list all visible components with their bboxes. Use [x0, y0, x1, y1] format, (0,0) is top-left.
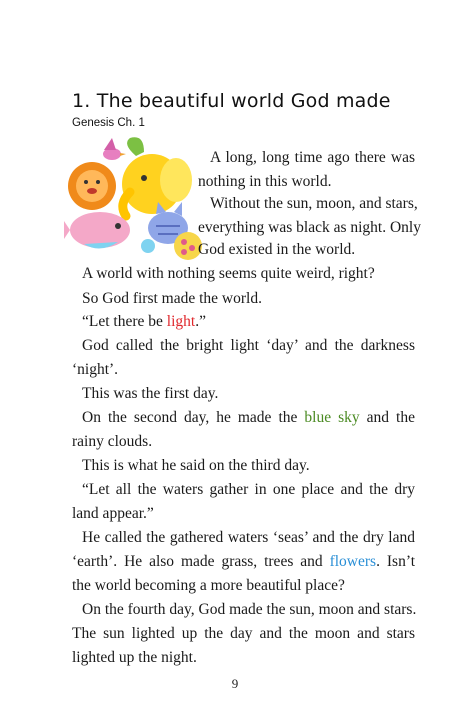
highlighted-word: light — [166, 313, 196, 330]
text-line: A long, long time ago there was — [210, 149, 415, 166]
text-line: The sun lighted up the day and the moon and stars — [72, 625, 415, 642]
chapter-title: 1. The beautiful world God made — [72, 90, 391, 112]
fish-icon — [64, 212, 130, 249]
text-line: A world with nothing seems quite weird, right? — [82, 265, 375, 282]
text-line: God called the bright light ‘day’ and the darkness — [82, 337, 415, 354]
highlighted-word: flowers — [329, 553, 377, 570]
text-line: land appear.” — [72, 505, 154, 522]
text-line: Without the sun, moon, and stars, — [210, 195, 418, 212]
text-line: “Let all the waters gather in one place and the dry — [82, 481, 415, 498]
text-line: lighted up the night. — [72, 649, 197, 666]
text-line: On the second day, he made the blue sky and the — [82, 409, 415, 426]
text-line: ‘earth’. He also made grass, trees and flowers. Isn’t — [72, 553, 416, 570]
text-line: On the fourth day, God made the sun, moon and stars. — [82, 601, 417, 618]
page-number: 9 — [231, 676, 239, 691]
text-line: God existed in the world. — [198, 241, 356, 258]
text-line: nothing in this world. — [198, 173, 332, 190]
text-line: This is what he said on the third day. — [82, 457, 310, 474]
text-line: So God first made the world. — [82, 290, 262, 307]
bird-icon — [103, 138, 126, 160]
text-line: “Let there be light.” — [82, 313, 206, 330]
text-line: everything was black as night. Only — [198, 219, 421, 236]
text-line: the world becoming a more beautiful place? — [72, 577, 345, 594]
animals-illustration — [64, 134, 204, 262]
text-line: He called the gathered waters ‘seas’ and the dry land — [82, 529, 415, 546]
lion-icon — [68, 162, 116, 210]
text-line: rainy clouds. — [72, 433, 153, 450]
highlighted-word: blue sky — [304, 409, 360, 426]
text-line: ‘night’. — [72, 361, 119, 378]
text-line: This was the first day. — [82, 385, 219, 402]
scripture-reference: Genesis Ch. 1 — [72, 117, 145, 129]
